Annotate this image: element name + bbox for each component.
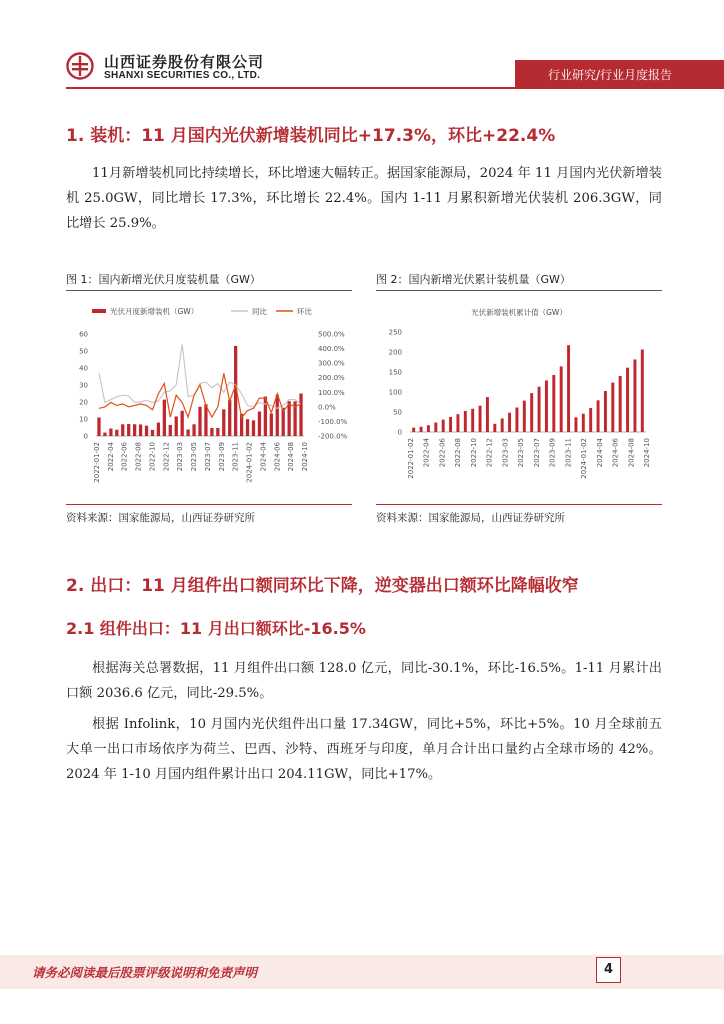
x-tick-label: 2024-04	[259, 442, 268, 472]
bar-cumulative-install	[619, 376, 622, 432]
x-tick-label: 2023-03	[501, 438, 510, 468]
bar-monthly-install	[169, 425, 172, 436]
y-tick-label: 50	[393, 408, 402, 417]
bar-monthly-install	[145, 426, 148, 436]
bar-monthly-install	[276, 395, 279, 436]
bar-cumulative-install	[508, 413, 511, 432]
x-tick-label: 2023-09	[217, 442, 226, 472]
y-left-tick-label: 20	[79, 398, 88, 407]
bar-cumulative-install	[604, 391, 607, 432]
y-right-tick-label: 300.0%	[318, 359, 345, 368]
bar-cumulative-install	[412, 428, 415, 432]
figure-1-chart	[66, 296, 352, 501]
y-right-tick-label: -200.0%	[318, 432, 348, 441]
bar-monthly-install	[222, 409, 225, 436]
bar-cumulative-install	[479, 406, 482, 432]
bar-cumulative-install	[538, 387, 541, 432]
bar-cumulative-install	[589, 408, 592, 432]
x-tick-label: 2022-08	[454, 438, 463, 468]
x-tick-label: 2022-12	[485, 438, 494, 468]
legend-label-monthly: 光伏月度新增装机（GW）	[110, 307, 199, 316]
bar-monthly-install	[97, 417, 100, 436]
y-right-tick-label: 500.0%	[318, 330, 345, 339]
bar-monthly-install	[115, 430, 118, 436]
report-type-band	[515, 60, 724, 88]
bar-cumulative-install	[471, 409, 474, 432]
bar-cumulative-install	[597, 400, 600, 432]
bar-monthly-install	[264, 397, 267, 436]
bar-monthly-install	[246, 419, 249, 436]
x-tick-label: 2022-06	[438, 438, 447, 468]
bar-cumulative-install	[449, 417, 452, 432]
section-2-paragraph-1: 根据海关总署数据，11 月组件出口额 128.0 亿元，同比-30.1%，环比-16.5%。1-11 月累计出口额 2036.6 亿元，同比-29.5%。	[66, 661, 662, 701]
x-tick-label: 2024-04	[595, 438, 604, 468]
bar-monthly-install	[151, 430, 154, 436]
bar-monthly-install	[157, 423, 160, 436]
bar-monthly-install	[258, 412, 261, 436]
figure-2-chart	[376, 296, 662, 501]
report-type: 行业研究/行业月度报告	[547, 68, 672, 82]
figure-1-title: 图 1：国内新增光伏月度装机量（GW）	[66, 273, 261, 286]
x-tick-label: 2022-08	[134, 442, 143, 472]
x-tick-label: 2023-07	[532, 438, 541, 468]
y-left-tick-label: 60	[79, 330, 88, 339]
x-tick-label: 2024-01-02	[580, 438, 589, 479]
bar-cumulative-install	[626, 368, 629, 432]
y-left-tick-label: 50	[79, 347, 88, 356]
y-tick-label: 150	[388, 368, 402, 377]
section-1-paragraph: 11月新增装机同比持续增长，环比增速大幅转正。据国家能源局，2024 年 11 月国内光伏新增装机 25.0GW，同比增长 17.3%，环比增长 22.4%。国内 1-11 月累积新增光伏装机 206.3GW，同比增长 25.9%。	[66, 166, 662, 231]
company-logo-icon	[66, 52, 94, 80]
bar-monthly-install	[109, 429, 112, 436]
y-tick-label: 100	[388, 388, 402, 397]
bar-monthly-install	[198, 407, 201, 436]
company-name-cn: 山西证券股份有限公司	[104, 53, 265, 71]
x-tick-label: 2022-10	[148, 442, 157, 472]
bar-monthly-install	[103, 433, 106, 436]
bar-monthly-install	[270, 414, 273, 436]
x-tick-label: 2022-12	[162, 442, 171, 472]
x-tick-label: 2023-07	[203, 442, 212, 472]
bar-cumulative-install	[552, 375, 555, 432]
figure-2-source: 资料来源：国家能源局，山西证券研究所	[376, 512, 565, 524]
bar-monthly-install	[181, 411, 184, 436]
x-tick-label: 2024-01-02	[245, 442, 254, 483]
x-tick-label: 2024-10	[643, 438, 651, 468]
bar-cumulative-install	[530, 393, 533, 432]
y-right-tick-label: 0.0%	[318, 403, 336, 412]
x-tick-label: 2023-05	[190, 442, 199, 472]
bar-monthly-install	[299, 394, 302, 437]
y-right-tick-label: 200.0%	[318, 374, 345, 383]
x-tick-label: 2022-04	[422, 438, 431, 468]
bar-monthly-install	[163, 400, 166, 436]
y-left-tick-label: 10	[79, 415, 88, 424]
bar-monthly-install	[252, 420, 255, 436]
legend-swatch-monthly	[92, 309, 106, 313]
header-divider	[66, 87, 724, 89]
y-right-tick-label: -100.0%	[318, 417, 348, 426]
figure-2-bottom-rule	[376, 504, 662, 505]
section-2-1-title: 2.1 组件出口：11 月出口额环比-16.5%	[66, 619, 366, 638]
legend-label-yoy: 同比	[252, 307, 267, 316]
x-tick-label: 2023-11	[231, 442, 240, 472]
x-tick-label: 2024-08	[287, 442, 296, 472]
x-tick-label: 2023-03	[176, 442, 185, 472]
x-tick-label: 2022-01-02	[93, 442, 101, 483]
line-yoy	[99, 344, 301, 408]
x-tick-label: 2022-01-02	[407, 438, 415, 479]
x-tick-label: 2024-08	[627, 438, 636, 468]
bar-cumulative-install	[641, 349, 644, 432]
x-tick-label: 2022-04	[106, 442, 115, 472]
bar-cumulative-install	[501, 419, 504, 432]
page-number: 4	[596, 957, 621, 983]
y-left-tick-label: 0	[83, 432, 88, 441]
bar-cumulative-install	[420, 427, 423, 432]
y-tick-label: 200	[388, 348, 402, 357]
bar-cumulative-install	[567, 345, 570, 432]
y-tick-label: 0	[397, 428, 402, 437]
bar-cumulative-install	[633, 359, 636, 432]
y-right-tick-label: 100.0%	[318, 388, 345, 397]
x-tick-label: 2024-06	[611, 438, 620, 468]
section-2-paragraph-2: 根据 Infolink，10 月国内光伏组件出口量 17.34GW，同比+5%，环比+5%。10 月全球前五大单一出口市场依序为荷兰、巴西、沙特、西班牙与印度，单月合计出口量约占全球市场的 42%。2024 年 1-10 月国内组件累计出口 204.11GW，同比+17%。	[66, 717, 662, 782]
company-name-en: SHANXI SECURITIES CO., LTD.	[104, 70, 261, 81]
legend-label-mom: 环比	[297, 307, 312, 316]
y-right-tick-label: 400.0%	[318, 345, 345, 354]
y-tick-label: 250	[388, 328, 402, 337]
section-2-title: 2. 出口：11 月组件出口额同环比下降，逆变器出口额环比降幅收窄	[66, 576, 579, 596]
bar-monthly-install	[228, 400, 231, 436]
bar-cumulative-install	[464, 411, 467, 432]
legend-label-cumulative: 光伏新增装机累计值（GW）	[471, 308, 567, 317]
bar-cumulative-install	[545, 380, 548, 432]
bar-cumulative-install	[582, 414, 585, 432]
footer-disclaimer[interactable]: 请务必阅读最后股票评级说明和免责声明	[32, 965, 258, 980]
page-header	[0, 0, 724, 95]
figure-1-source: 资料来源：国家能源局，山西证券研究所	[66, 512, 255, 524]
bar-cumulative-install	[493, 424, 496, 432]
bar-cumulative-install	[442, 420, 445, 432]
y-left-tick-label: 30	[79, 381, 88, 390]
bar-monthly-install	[186, 430, 189, 436]
bar-monthly-install	[139, 424, 142, 436]
bar-cumulative-install	[434, 423, 437, 432]
bar-cumulative-install	[523, 401, 526, 432]
bar-cumulative-install	[574, 417, 577, 432]
bar-cumulative-install	[611, 383, 614, 432]
x-tick-label: 2023-09	[548, 438, 557, 468]
x-tick-label: 2024-06	[273, 442, 282, 472]
figure-2-top-rule	[376, 290, 662, 291]
x-tick-label: 2023-05	[517, 438, 526, 468]
bar-monthly-install	[192, 424, 195, 436]
y-left-tick-label: 40	[79, 364, 88, 373]
x-tick-label: 2022-10	[469, 438, 478, 468]
x-tick-label: 2023-11	[564, 438, 573, 468]
bar-cumulative-install	[427, 425, 430, 432]
figure-1-bottom-rule	[66, 504, 352, 505]
bar-monthly-install	[210, 428, 213, 436]
x-tick-label: 2022-06	[120, 442, 129, 472]
figure-2-title: 图 2：国内新增光伏累计装机量（GW）	[376, 273, 571, 286]
bar-monthly-install	[288, 401, 291, 436]
section-1-title: 1. 装机：11 月国内光伏新增装机同比+17.3%，环比+22.4%	[66, 126, 556, 146]
bar-cumulative-install	[560, 366, 563, 432]
bar-cumulative-install	[515, 408, 518, 432]
bar-monthly-install	[175, 416, 178, 436]
bar-monthly-install	[133, 424, 136, 436]
bar-monthly-install	[216, 428, 219, 436]
x-tick-label: 2024-10	[301, 442, 309, 472]
bar-cumulative-install	[486, 397, 489, 432]
figure-1-top-rule	[66, 290, 352, 291]
bar-monthly-install	[127, 424, 130, 436]
bar-cumulative-install	[456, 414, 459, 432]
bar-monthly-install	[121, 424, 124, 436]
